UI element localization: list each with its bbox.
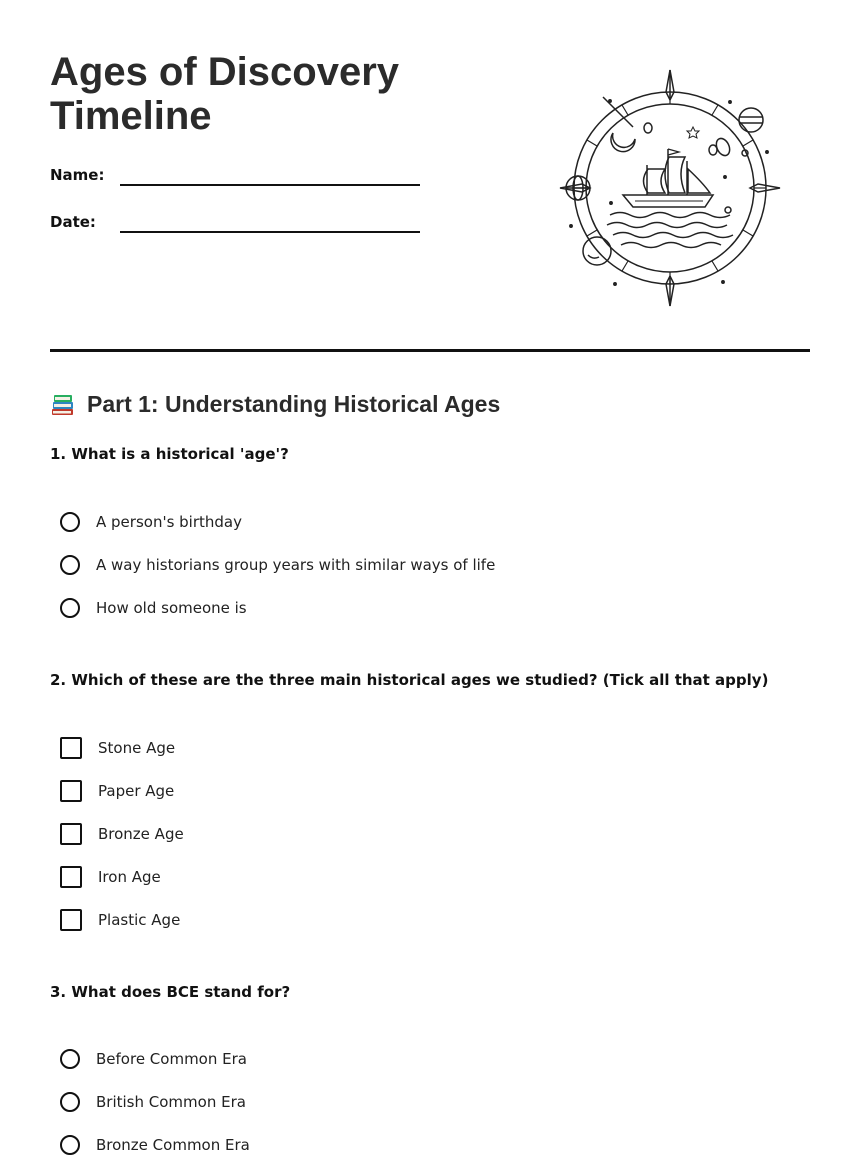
option-label: Bronze Age bbox=[98, 825, 184, 843]
name-field[interactable] bbox=[50, 166, 420, 196]
q1-option-1[interactable] bbox=[60, 509, 242, 535]
q1-option-2[interactable] bbox=[60, 552, 495, 578]
part1-title-text: Part 1: Understanding Historical Ages bbox=[87, 391, 501, 417]
date-write-line[interactable] bbox=[120, 231, 420, 233]
title-line-1: Ages of Discovery bbox=[50, 50, 400, 94]
option-label: How old someone is bbox=[96, 599, 247, 617]
q3-option-3[interactable] bbox=[60, 1132, 250, 1158]
checkbox[interactable] bbox=[60, 737, 82, 759]
q2-option-3[interactable] bbox=[60, 821, 184, 847]
option-label: Plastic Age bbox=[98, 911, 181, 929]
date-label: Date: bbox=[50, 213, 96, 231]
compass-ship-icon bbox=[555, 65, 785, 310]
name-label: Name: bbox=[50, 166, 105, 184]
option-label: A way historians group years with similar ways of life bbox=[96, 556, 496, 574]
header-divider bbox=[50, 349, 810, 352]
radio-button[interactable] bbox=[60, 598, 80, 618]
question-3: 3. What does BCE stand for? bbox=[50, 983, 291, 1001]
radio-button[interactable] bbox=[60, 1049, 80, 1069]
q3-option-1[interactable] bbox=[60, 1046, 247, 1072]
name-write-line[interactable] bbox=[120, 184, 420, 186]
radio-button[interactable] bbox=[60, 1135, 80, 1155]
q3-option-2[interactable] bbox=[60, 1089, 246, 1115]
date-field[interactable] bbox=[50, 213, 420, 243]
option-label: A person's birthday bbox=[96, 513, 242, 531]
option-label: Before Common Era bbox=[96, 1050, 247, 1068]
q2-option-5[interactable] bbox=[60, 907, 180, 933]
option-label: Bronze Common Era bbox=[96, 1136, 250, 1154]
question-1: 1. What is a historical 'age'? bbox=[50, 445, 289, 463]
checkbox[interactable] bbox=[60, 823, 82, 845]
radio-button[interactable] bbox=[60, 555, 80, 575]
part1-title bbox=[50, 388, 500, 420]
worksheet-title bbox=[50, 50, 470, 138]
title-line-2: Timeline bbox=[50, 94, 212, 138]
checkbox[interactable] bbox=[60, 780, 82, 802]
question-2: 2. Which of these are the three main historical ages we studied? (Tick all that apply) bbox=[50, 671, 769, 689]
q2-option-4[interactable] bbox=[60, 864, 161, 890]
option-label: Paper Age bbox=[98, 782, 175, 800]
checkbox[interactable] bbox=[60, 909, 82, 931]
books-icon bbox=[50, 391, 76, 417]
radio-button[interactable] bbox=[60, 1092, 80, 1112]
worksheet-header bbox=[50, 50, 810, 330]
q2-option-2[interactable] bbox=[60, 778, 174, 804]
q2-option-1[interactable] bbox=[60, 735, 175, 761]
radio-button[interactable] bbox=[60, 512, 80, 532]
option-label: Stone Age bbox=[98, 739, 176, 757]
q1-option-3[interactable] bbox=[60, 595, 247, 621]
checkbox[interactable] bbox=[60, 866, 82, 888]
option-label: British Common Era bbox=[96, 1093, 246, 1111]
option-label: Iron Age bbox=[98, 868, 161, 886]
